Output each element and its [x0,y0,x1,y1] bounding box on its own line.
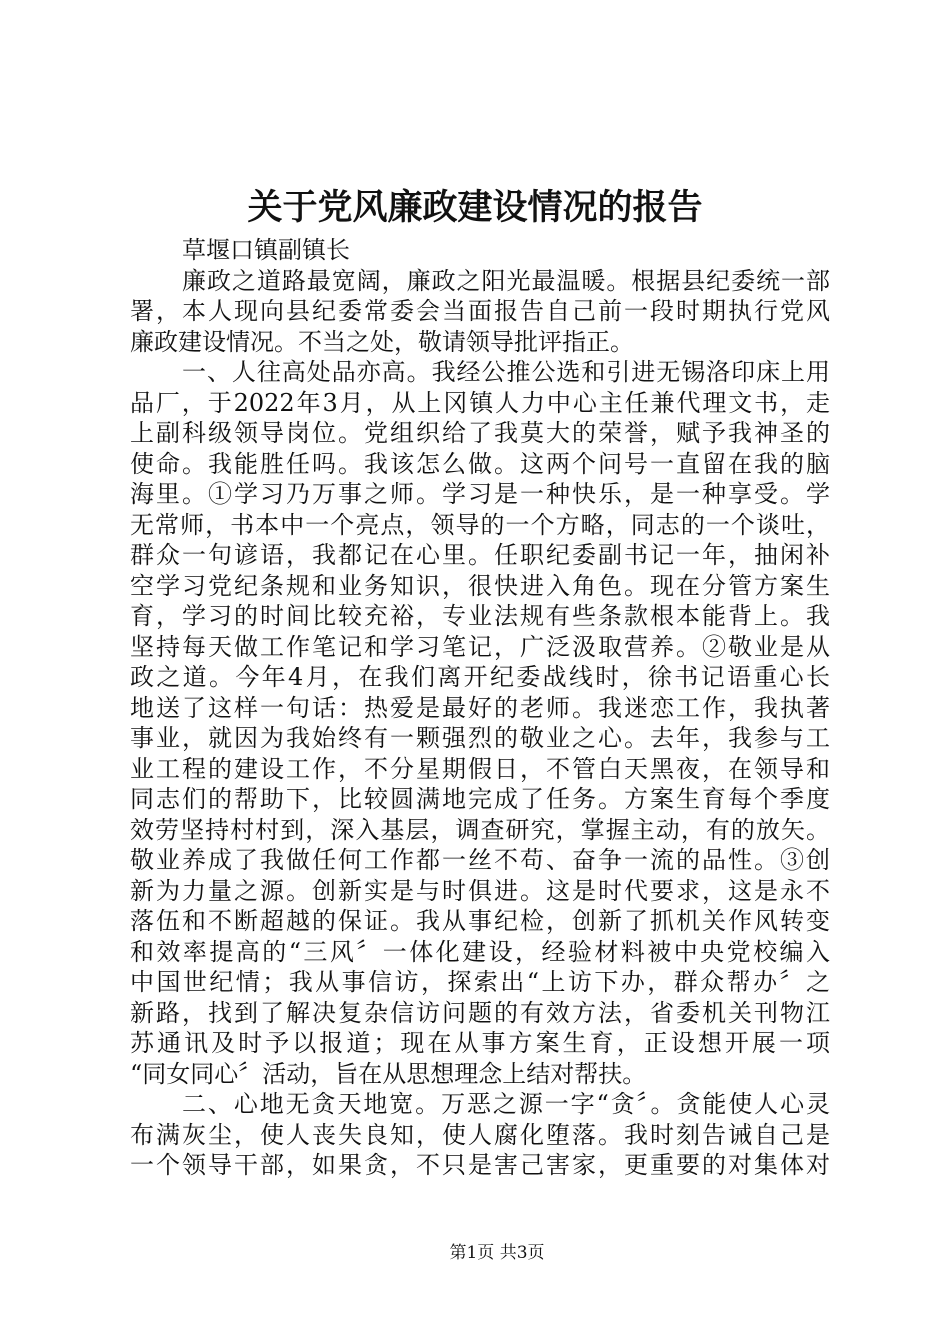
text-line: “同女同心〞活动，旨在从思想理念上结对帮扶。 [130,1059,647,1088]
text-line: 一个领导干部，如果贪，不只是害己害家，更重要的对集体对 [130,1151,830,1179]
text-line: 效劳坚持村村到，深入基层，调查研究，掌握主动，有的放矢。 [130,815,830,844]
page-number-footer: 第1页 共3页 [449,1243,545,1263]
text-line: 坚持每天做工作笔记和学习笔记，广泛汲取营养。②敬业是从 [130,632,830,661]
text-line: 品厂，于2022年3月，从上冈镇人力中心主任兼代理文书，走 [130,388,830,417]
text-line: 业工程的建设工作，不分星期假日，不管白天黑夜，在领导和 [130,754,830,783]
document-title: 关于党风廉政建设情况的报告 [247,187,703,228]
text-line: 廉政建设情况。不当之处，敬请领导批评指正。 [130,327,634,356]
text-line: 新路，找到了解决复杂信访问题的有效方法，省委机关刊物江 [130,998,830,1027]
text-line: 无常师，书本中一个亮点，领导的一个方略，同志的一个谈吐， [130,510,830,539]
text-line: 敬业养成了我做任何工作都一丝不苟、奋争一流的品性。③创 [130,846,830,874]
author-line: 草堰口镇副镇长 [182,236,350,264]
text-line: 育，学习的时间比较充裕，专业法规有些条款根本能背上。我 [130,602,830,630]
text-line: 海里。①学习乃万事之师。学习是一种快乐，是一种享受。学 [130,480,830,508]
text-line: 署，本人现向县纪委常委会当面报告自己前一段时期执行党风 [130,297,830,325]
text-line: 事业，就因为我始终有一颗强烈的敬业之心。去年，我参与工 [130,724,830,752]
document-body [130,235,830,1181]
text-line: 群众一句谚语，我都记在心里。任职纪委副书记一年，抽闲补 [130,541,830,569]
text-line: 上副科级领导岗位。党组织给了我莫大的荣誉，赋予我神圣的 [130,419,830,447]
text-line: 落伍和不断超越的保证。我从事纪检，创新了抓机关作风转变 [130,907,830,935]
text-line: 和效率提高的“三风〞一体化建设，经验材料被中央党校编入 [130,937,830,966]
text-line: 苏通讯及时予以报道；现在从事方案生育，正设想开展一项 [130,1029,830,1057]
text-line: 廉政之道路最宽阔，廉政之阳光最温暖。根据县纪委统一部 [182,266,830,295]
text-line: 地送了这样一句话：热爱是最好的老师。我迷恋工作，我执著 [130,693,830,722]
text-line: 布满灰尘，使人丧失良知，使人腐化堕落。我时刻告诫自己是 [130,1120,830,1149]
text-line: 使命。我能胜任吗。我该怎么做。这两个问号一直留在我的脑 [130,449,830,478]
text-line: 二、心地无贪天地宽。万恶之源一字“贪〞。贪能使人心灵 [182,1090,830,1118]
text-line: 新为力量之源。创新实是与时俱进。这是时代要求，这是永不 [130,876,830,905]
text-line: 空学习党纪条规和业务知识，很快进入角色。现在分管方案生 [130,571,830,600]
text-line: 政之道。今年4月，在我们离开纪委战线时，徐书记语重心长 [130,663,830,691]
text-line: 中国世纪情；我从事信访，探索出“上访下办，群众帮办〞之 [130,968,830,996]
text-line: 一、人往高处品亦高。我经公推公选和引进无锡洛印床上用 [182,358,830,386]
text-line: 同志们的帮助下，比较圆满地完成了任务。方案生育每个季度 [130,785,830,813]
